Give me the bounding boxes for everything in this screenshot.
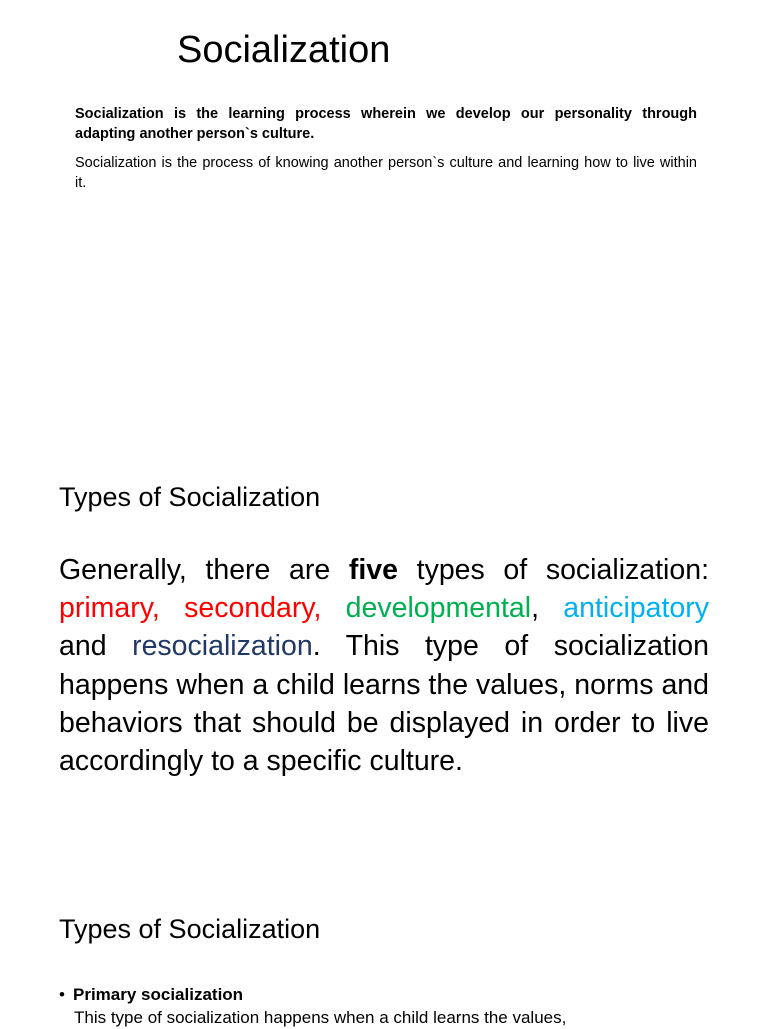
paragraph-text <box>321 592 345 624</box>
bullet-description: This type of socialization happens when a child learns the values, <box>74 1008 567 1027</box>
bullet-dot: • <box>59 985 65 1004</box>
paragraph-text: and <box>59 630 133 663</box>
definition-bold: Socialization is the learning process wherein we develop our personality through adapting another person`s culture. <box>75 106 697 142</box>
type-secondary: secondary, <box>184 592 322 625</box>
slide-3-title: Types of Socialization <box>59 914 321 944</box>
paragraph-text: . This type of socialization happens when a child learns the values, norms and behaviors that should be displayed in order to live accordingly to a specific culture. <box>59 630 709 778</box>
type-developmental: developmental <box>345 592 532 625</box>
type-primary: primary, <box>59 592 160 625</box>
five-emphasis: five <box>348 554 398 586</box>
types-paragraph <box>59 551 709 780</box>
paragraph-text: types of socialization: <box>398 554 709 586</box>
paragraph-text: , <box>531 592 564 625</box>
type-resocialization: resocialization <box>132 630 313 663</box>
slide-1-title: Socialization <box>177 29 391 71</box>
definition-plain: Socialization is the process of knowing another person`s culture and learning how to live within it. <box>75 155 697 191</box>
bullet-primary-socialization <box>59 984 243 1006</box>
paragraph-text <box>160 592 184 624</box>
slide-2-title: Types of Socialization <box>59 482 321 512</box>
bullet-label: Primary socialization <box>73 985 244 1004</box>
type-anticipatory: anticipatory <box>563 592 710 625</box>
paragraph-text: Generally, there are <box>59 554 349 586</box>
